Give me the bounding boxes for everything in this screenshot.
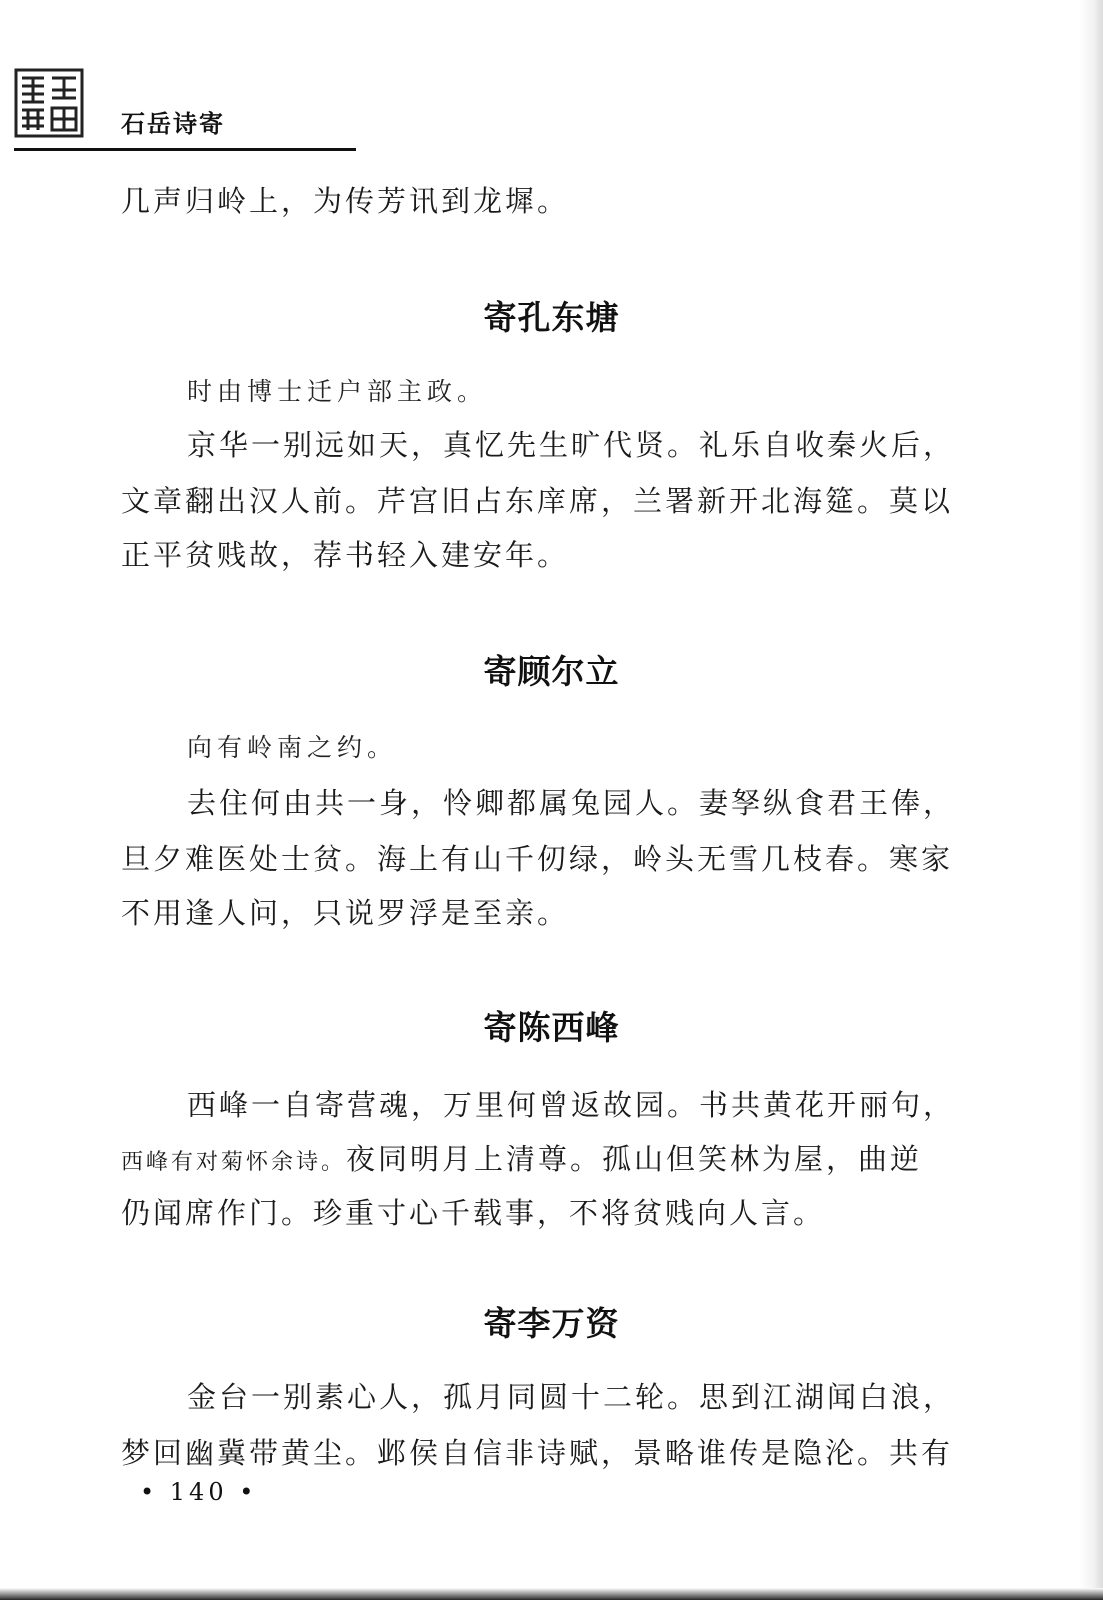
poem-line: 梦回幽冀带黄尘。邺侯自信非诗赋，景略谁传是隐沦。共有 <box>121 1436 954 1470</box>
poem-preface: 时由博士迁户部主政。 <box>187 377 488 406</box>
poem-line: 旦夕难医处士贫。海上有山千仞绿，岭头无雪几枝春。寒家 <box>121 842 954 876</box>
poem-line: 西峰一自寄营魂，万里何曾返故园。书共黄花开丽句， <box>187 1088 956 1122</box>
poem-title: 寄顾尔立 <box>483 652 620 691</box>
page-number: • 140 • <box>140 1478 258 1506</box>
poem-line-text: 夜同明月上清尊。孤山但笑林为屋，曲逆 <box>346 1142 923 1176</box>
seal-logo <box>14 68 84 138</box>
inline-note: 西峰有对菊怀余诗。 <box>121 1150 347 1175</box>
book-title: 石岳诗寄 <box>121 110 225 138</box>
poem-line: 去住何由共一身，怜卿都属兔园人。妻孥纵食君王俸， <box>187 786 956 820</box>
poem-line <box>121 1130 971 1192</box>
poem-line: 不用逢人问，只说罗浮是至亲。 <box>121 896 570 930</box>
poem-line: 文章翻出汉人前。芹宫旧占东庠席，兰署新开北海筵。莫以 <box>121 484 954 518</box>
poem-preface: 向有岭南之约。 <box>187 733 398 762</box>
poem-line: 正平贫贱故，荐书轻入建安年。 <box>121 538 570 572</box>
poem-line: 京华一别远如天，真忆先生旷代贤。礼乐自收秦火后， <box>187 428 956 462</box>
carryover-line: 几声归岭上，为传芳讯到龙墀。 <box>121 184 570 218</box>
poem-line: 仍闻席作门。珍重寸心千载事，不将贫贱向人言。 <box>121 1196 826 1230</box>
poem-title: 寄陈西峰 <box>483 1008 620 1047</box>
poem-title: 寄李万资 <box>483 1304 620 1343</box>
header-rule <box>14 148 356 151</box>
poem-line: 金台一别素心人，孤月同圆十二轮。思到江湖闻白浪， <box>187 1380 956 1414</box>
scan-edge-bottom <box>0 1588 1103 1600</box>
poem-title: 寄孔东塘 <box>483 298 620 337</box>
scan-edge-right <box>1079 0 1103 1600</box>
